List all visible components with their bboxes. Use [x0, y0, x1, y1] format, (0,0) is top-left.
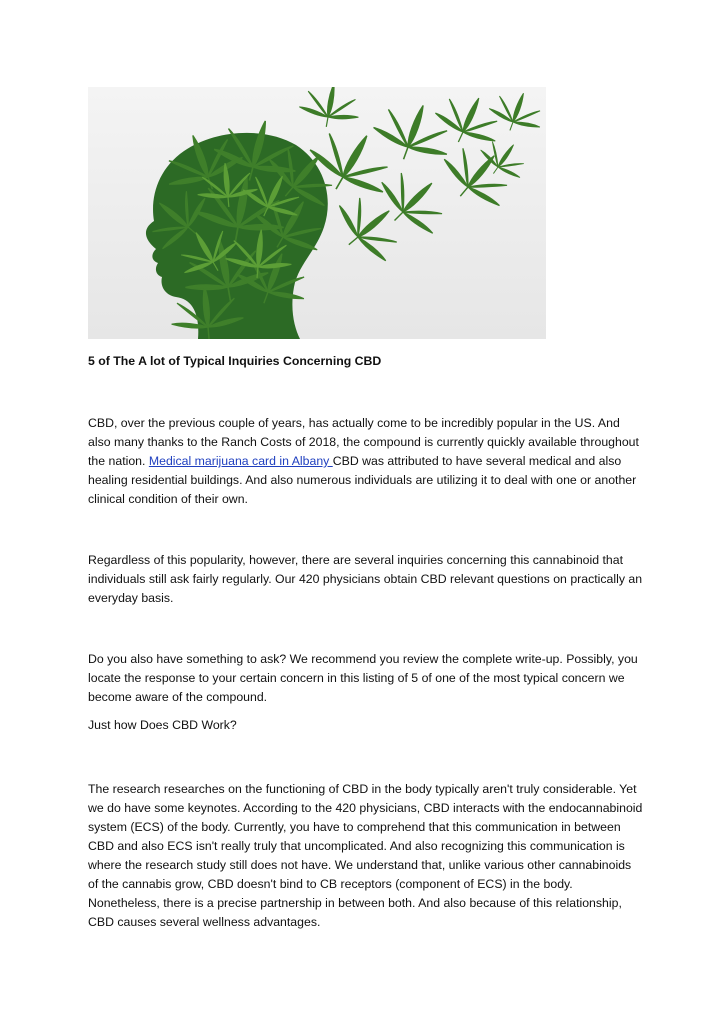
medical-marijuana-card-link[interactable]: Medical marijuana card in Albany: [148, 454, 333, 468]
paragraph-questions: Do you also have something to ask? We recommend you review the complete write-up. Possibly, you locate the response to your certain concern in this listing of 5 of one of the most typical concern we become aware of the compound.: [88, 652, 638, 704]
article-title: 5 of The A lot of Typical Inquiries Concerning CBD: [88, 354, 382, 368]
paragraph-intro-text-1: CBD, over the previous couple of years, has actually come to be incredibly popular in the US. And also many thanks to the Ranch Costs of 2018, the compound is currently quickly available throughout the nation.: [88, 416, 639, 468]
paragraph-intro: [88, 414, 644, 509]
hero-image: [88, 87, 546, 339]
cannabis-head-illustration: [88, 87, 546, 339]
paragraph-research: The research researches on the functioning of CBD in the body typically aren't truly considerable. Yet we do have some keynotes. According to the 420 physicians, CBD interacts with the endocannabinoid system (ECS) of the body. Currently, you have to comprehend that this communication in between CBD and also ECS isn't really truly that uncomplicated. And also recognizing this communication is where the research study still does not have. We understand that, unlike various other cannabinoids of the cannabis grow, CBD doesn't bind to CB receptors (component of ECS) in the body. Nonetheless, there is a precise partnership in between both. And also because of this relationship, CBD causes several wellness advantages.: [88, 782, 643, 929]
section-heading-how-cbd-works: Just how Does CBD Work?: [88, 718, 237, 732]
paragraph-intro-text-2: CBD was attributed to have several medical and also healing residential buildings. And also numerous individuals are utilizing it to deal with one or another clinical condition of their own.: [88, 454, 637, 506]
paragraph-popularity: Regardless of this popularity, however, there are several inquiries concerning this cannabinoid that individuals still ask fairly regularly. Our 420 physicians obtain CBD relevant questions on practically an everyday basis.: [88, 553, 643, 605]
